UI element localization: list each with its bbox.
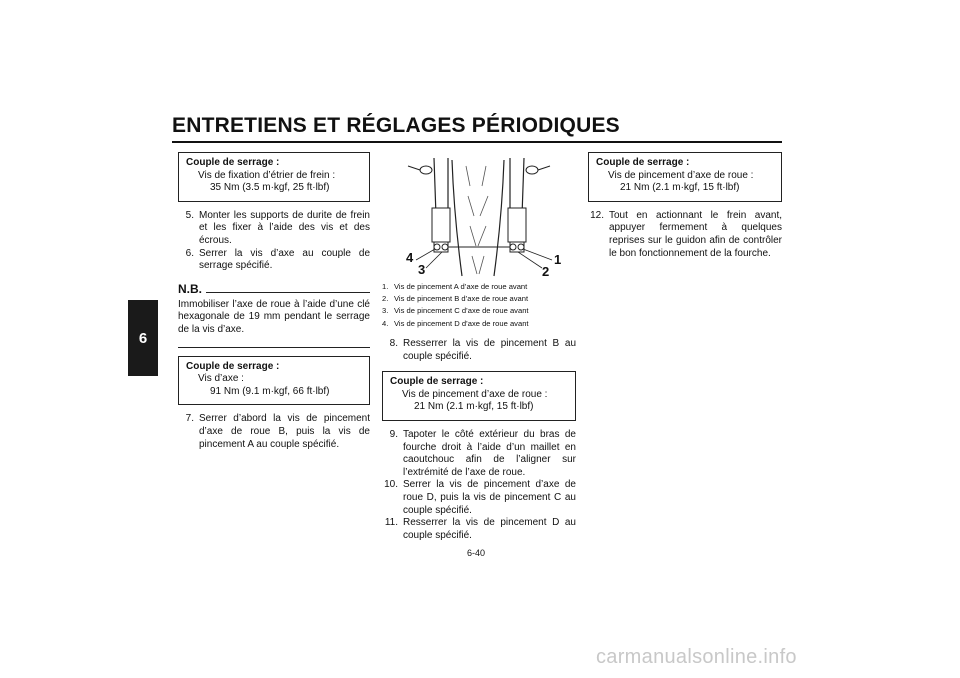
- legend-item: 2. Vis de pincement B d’axe de roue avant: [382, 294, 529, 304]
- column-1: [178, 152, 370, 451]
- page-title: ENTRETIENS ET RÉGLAGES PÉRIODIQUES: [172, 114, 620, 137]
- step-10: [382, 479, 576, 517]
- nb-text: Immobiliser l’axe de roue à l’aide d’une clé hexagonale de 19 mm pendant le serrage de la vis d’axe.: [178, 298, 370, 335]
- step-8: [382, 338, 576, 363]
- spec-title: Couple de serrage :: [596, 157, 690, 168]
- torque-spec-box: [178, 356, 370, 406]
- step-text: Serrer d’abord la vis de pincement d’axe de roue B, puis la vis de pincement A au couple spécifié.: [199, 413, 370, 450]
- step-number: 8.: [389, 338, 398, 349]
- step-6: [178, 248, 370, 273]
- front-wheel-illustration: [382, 156, 574, 278]
- spec-title: Couple de serrage :: [186, 360, 280, 372]
- step-12: [588, 210, 782, 260]
- step-number: 10.: [384, 479, 398, 491]
- legend-item: 1. Vis de pincement A d’axe de roue avant: [382, 282, 528, 291]
- step-number: 12.: [590, 209, 604, 221]
- nb-rule: [206, 292, 370, 293]
- spec-value: 35 Nm (3.5 m·kgf, 25 ft·lbf): [210, 182, 330, 194]
- step-11: [382, 517, 576, 542]
- spec-value: 21 Nm (2.1 m·kgf, 15 ft·lbf): [414, 401, 534, 413]
- step-text: Resserrer la vis de pincement D au couple spécifié.: [403, 517, 576, 541]
- step-9: [382, 429, 576, 479]
- nb-label: N.B.: [178, 281, 202, 296]
- column-3: [588, 152, 782, 260]
- step-number: 9.: [389, 428, 398, 440]
- figure-legend: [382, 281, 582, 330]
- spec-item: Vis de pincement d’axe de roue :: [608, 169, 754, 181]
- spec-title: Couple de serrage :: [390, 376, 484, 388]
- step-number: 11.: [384, 517, 398, 529]
- step-text: Monter les supports de durite de frein et les fixer à l’aide des vis et des écrous.: [199, 209, 370, 246]
- legend-item: 4. Vis de pincement D d’axe de roue avant: [382, 318, 529, 328]
- torque-spec-box: [588, 152, 782, 202]
- spec-item: Vis de fixation d’étrier de frein :: [198, 169, 336, 181]
- step-text: Tapoter le côté extérieur du bras de fourche droit à l’aide d’un maillet en caoutchouc afin de l’aligner sur l’extrémité de l’axe de roue.: [403, 428, 576, 478]
- step-text: Serrer la vis de pincement d’axe de roue D, puis la vis de pincement C au couple spécifié.: [403, 479, 576, 516]
- column-2: [382, 338, 576, 542]
- header-rule: [172, 141, 782, 143]
- watermark: carmanualsonline.info: [596, 646, 797, 668]
- spec-title: Couple de serrage :: [186, 157, 280, 168]
- nb-end-rule: [178, 347, 370, 348]
- spec-item: Vis d’axe :: [198, 373, 244, 385]
- page-number: 6-40: [467, 548, 486, 558]
- step-text: Resserrer la vis de pincement B au couple spécifié.: [403, 338, 576, 362]
- step-5: [178, 210, 370, 248]
- step-7: [178, 413, 370, 451]
- legend-item: 3. Vis de pincement C d’axe de roue avant: [382, 306, 529, 316]
- callout-2: 2: [542, 264, 550, 279]
- torque-spec-box: [178, 152, 370, 202]
- spec-value: 91 Nm (9.1 m·kgf, 66 ft·lbf): [210, 385, 330, 397]
- callout-3: 3: [418, 262, 426, 277]
- spec-value: 21 Nm (2.1 m·kgf, 15 ft·lbf): [620, 182, 740, 194]
- chapter-tab: 6: [128, 300, 158, 376]
- callout-1: 1: [554, 252, 562, 267]
- torque-spec-box: [382, 371, 576, 421]
- step-number: 6.: [185, 247, 194, 259]
- nb-heading: [178, 282, 370, 296]
- step-number: 5.: [185, 209, 194, 221]
- step-number: 7.: [185, 413, 194, 425]
- step-text: Tout en actionnant le frein avant, appuyer fermement à quelques reprises sur le guidon afin de contrôler le bon fonctionnement de la fourche.: [609, 209, 782, 259]
- spec-item: Vis de pincement d’axe de roue :: [402, 388, 548, 400]
- callout-4: 4: [406, 250, 414, 265]
- step-text: Serrer la vis d’axe au couple de serrage spécifié.: [199, 247, 370, 272]
